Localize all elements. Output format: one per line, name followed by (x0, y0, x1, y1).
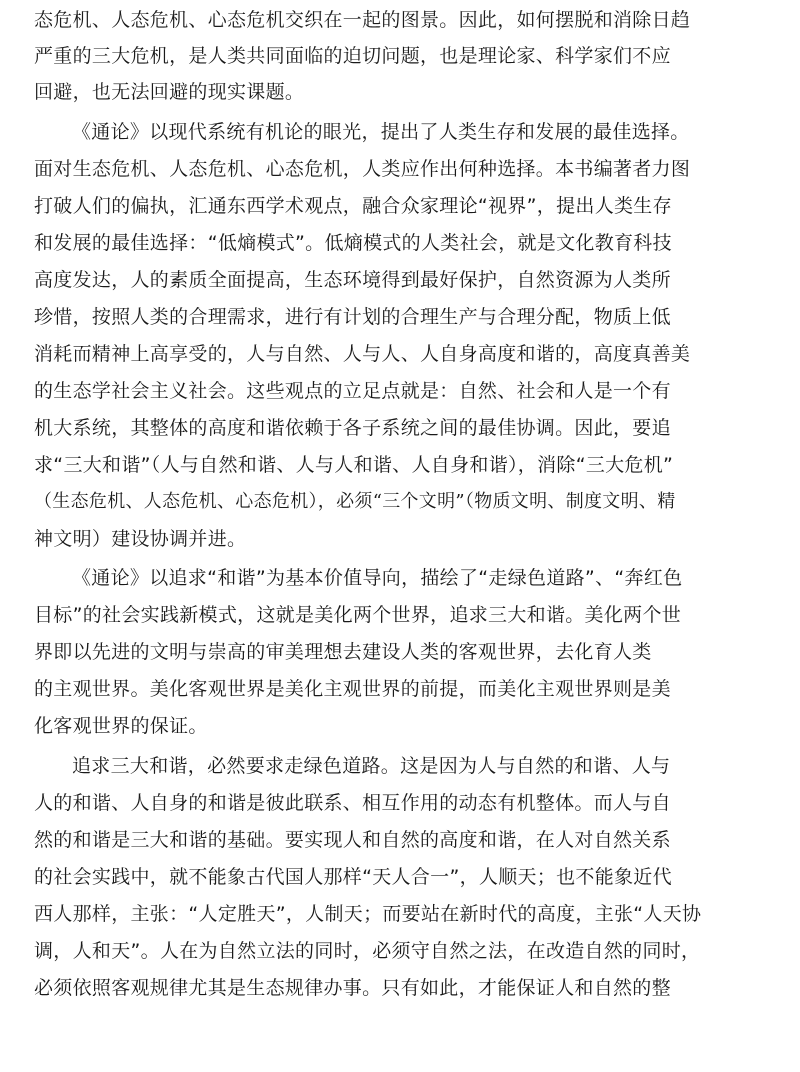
text-line: 必须依照客观规律尤其是生态规律办事。只有如此，才能保证人和自然的整 (34, 977, 671, 999)
text-line: 严重的三大危机，是人类共同面临的迫切问题，也是理论家、科学家们不应 (34, 45, 671, 67)
text-line: 的社会实践中，就不能象古代国人那样“天人合一”，人顺天；也不能象近代 (34, 866, 672, 888)
text-line: 界即以先进的文明与崇高的审美理想去建设人类的客观世界，去化育人类 (34, 641, 652, 663)
text-line: 调，人和天”。人在为自然立法的同时，必须守自然之法，在改造自然的同时， (34, 940, 701, 962)
text-line: 回避，也无法回避的现实课题。 (34, 81, 305, 103)
text-line: 人的和谐、人自身的和谐是彼此联系、相互作用的动态有机整体。而人与自 (34, 792, 671, 814)
text-line: 然的和谐是三大和谐的基础。要实现人和自然的高度和谐，在人对自然关系 (34, 829, 671, 851)
document-page (34, 0, 774, 1072)
text-line: 消耗而精神上高享受的，人与自然、人与人、人自身高度和谐的，高度真善美 (34, 343, 691, 365)
text-line: 西人那样，主张：“人定胜天”，人制天；而要站在新时代的高度，主张“人天协 (34, 903, 702, 925)
text-line: 的生态学社会主义社会。这些观点的立足点就是：自然、社会和人是一个有 (34, 380, 671, 402)
text-line: 目标”的社会实践新模式，这就是美化两个世界，追求三大和谐。美化两个世 (34, 604, 682, 626)
text-line: 的主观世界。美化客观世界是美化主观世界的前提，而美化主观世界则是美 (34, 678, 671, 700)
text-line: 化客观世界的保证。 (34, 715, 208, 737)
text-line: 态危机、人态危机、心态危机交织在一起的图景。因此，如何摆脱和消除日趋 (34, 9, 691, 31)
text-line: 机大系统，其整体的高度和谐依赖于各子系统之间的最佳协调。因此，要追 (34, 417, 671, 439)
text-line: 高度发达，人的素质全面提高，生态环境得到最好保护，自然资源为人类所 (34, 269, 671, 291)
paragraph-start-line: 《通论》以现代系统有机论的眼光，提出了人类生存和发展的最佳选择。 (72, 121, 690, 143)
text-line: 求“三大和谐”（人与自然和谐、人与人和谐、人自身和谐），消除“三大危机” (34, 454, 674, 476)
text-line: 和发展的最佳选择：“低熵模式”。低熵模式的人类社会，就是文化教育科技 (34, 232, 672, 254)
paragraph-start-line: 追求三大和谐，必然要求走绿色道路。这是因为人与自然的和谐、人与 (72, 755, 671, 777)
text-line: 神文明）建设协调并进。 (34, 528, 247, 550)
text-line: 打破人们的偏执，汇通东西学术观点，融合众家理论“视界”，提出人类生存 (34, 195, 672, 217)
text-line: 珍惜，按照人类的合理需求，进行有计划的合理生产与合理分配，物质上低 (34, 306, 671, 328)
text-line: 面对生态危机、人态危机、心态危机，人类应作出何种选择。本书编著者力图 (34, 158, 691, 180)
text-line: （生态危机、人态危机、心态危机），必须“三个文明”（物质文明、制度文明、精 (34, 491, 676, 512)
paragraph-start-line: 《通论》以追求“和谐”为基本价值导向，描绘了“走绿色道路”、“奔红色 (72, 567, 683, 589)
